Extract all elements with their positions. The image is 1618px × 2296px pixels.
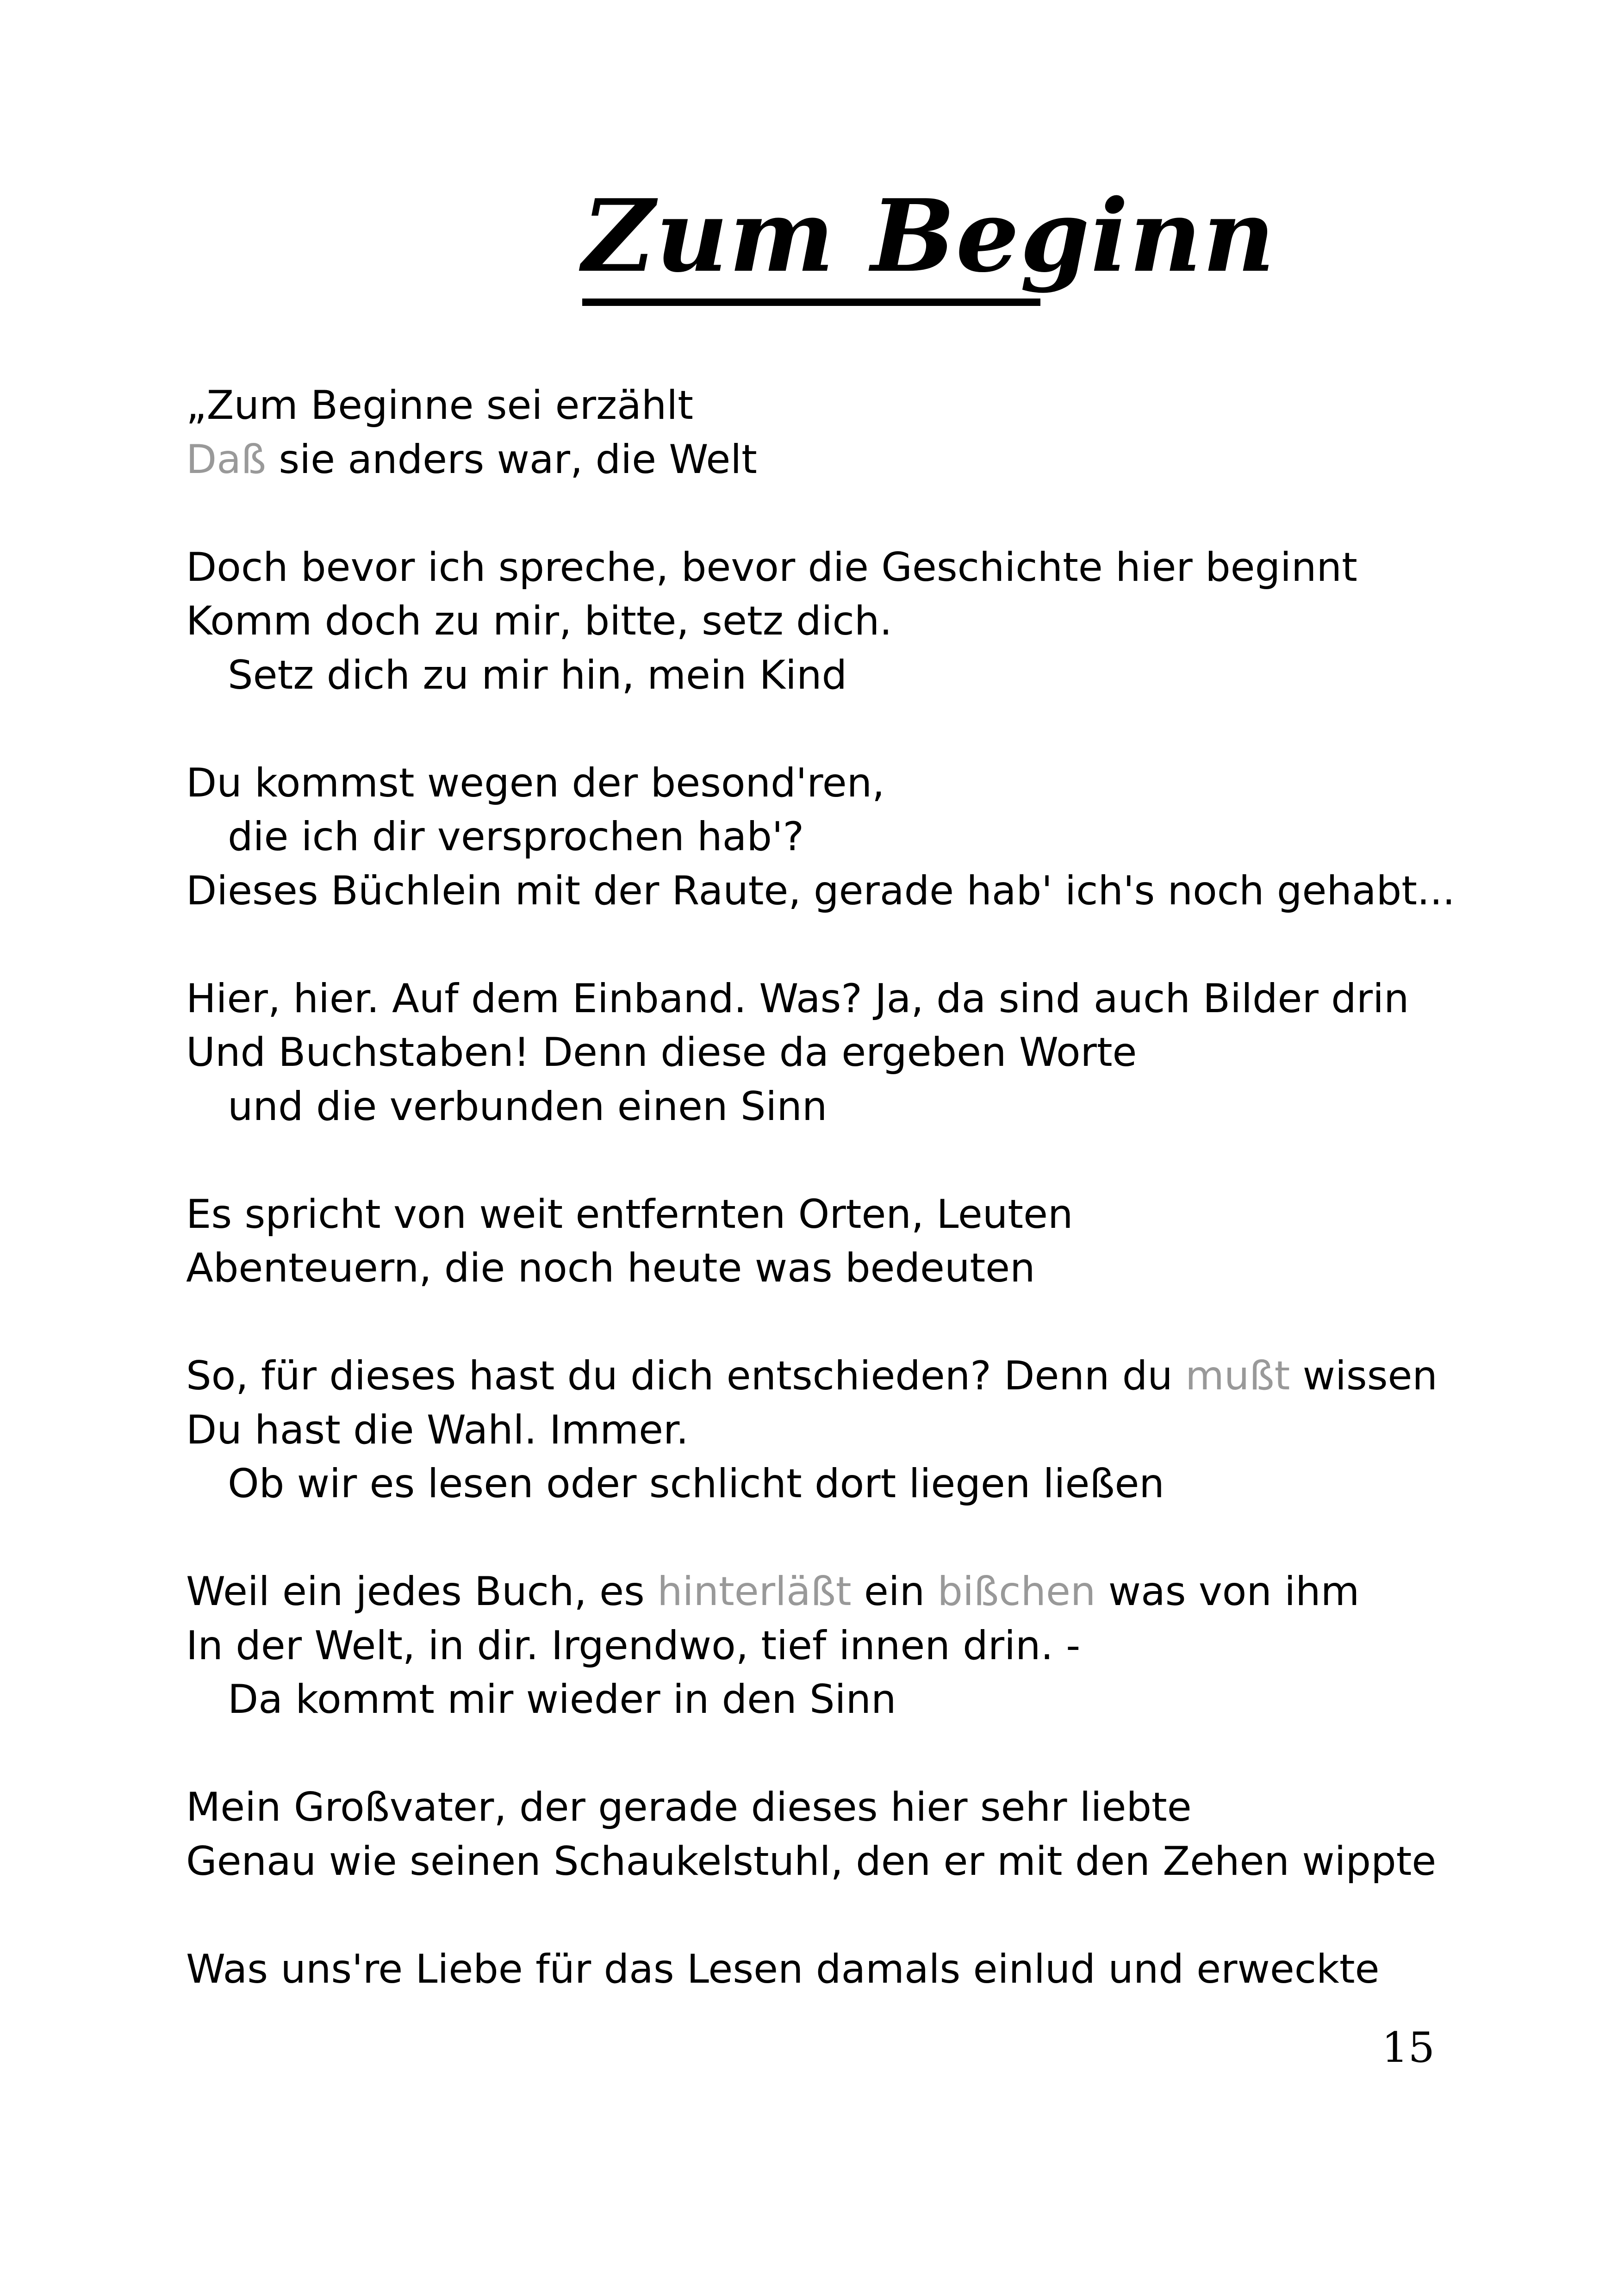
poem-line-indented: die ich dir versprochen hab'? xyxy=(228,814,804,860)
page-number: 15 xyxy=(1382,2023,1435,2072)
poem-line: Hier, hier. Auf dem Einband. Was? Ja, da sind auch Bilder drin xyxy=(186,975,1409,1022)
poem-line-indented: Setz dich zu mir hin, mein Kind xyxy=(228,652,847,698)
line-text: Weil ein jedes Buch, es xyxy=(186,1568,658,1615)
highlighted-word: mußt xyxy=(1185,1353,1290,1399)
highlighted-word: bißchen xyxy=(937,1568,1096,1615)
poem-line: Mein Großvater, der gerade dieses hier sehr liebte xyxy=(186,1784,1192,1830)
poem-body xyxy=(186,379,1463,1996)
poem-line: Komm doch zu mir, bitte, setz dich. xyxy=(186,598,892,644)
line-text: was von ihm xyxy=(1095,1568,1360,1615)
line-text: ein xyxy=(851,1568,938,1615)
poem-line: Es spricht von weit entfernten Orten, Leuten xyxy=(186,1191,1073,1238)
line-text: wissen xyxy=(1290,1353,1438,1399)
stanza-gap xyxy=(186,1133,1463,1188)
poem-line: In der Welt, in dir. Irgendwo, tief innen drin. - xyxy=(186,1622,1081,1669)
stanza-gap xyxy=(186,1727,1463,1781)
title-block xyxy=(582,176,1276,296)
poem-line-indented: Ob wir es lesen oder schlicht dort liegen ließen xyxy=(228,1461,1164,1507)
poem-line: Du hast die Wahl. Immer. xyxy=(186,1406,689,1453)
poem-line-indented: Da kommt mir wieder in den Sinn xyxy=(228,1676,896,1723)
page-title: Zum Beginn xyxy=(582,177,1276,294)
poem-line xyxy=(186,1565,1463,1619)
stanza-gap xyxy=(186,1295,1463,1350)
line-text: sie anders war, die Welt xyxy=(266,436,757,483)
highlighted-word: Daß xyxy=(186,436,267,483)
highlighted-word: hinterläßt xyxy=(657,1568,852,1615)
line-text: So, für dieses hast du dich entschieden? Denn du xyxy=(186,1353,1186,1399)
poem-line xyxy=(186,1349,1463,1403)
poem-line: Und Buchstaben! Denn diese da ergeben Worte xyxy=(186,1029,1137,1076)
poem-line: „Zum Beginne sei erzählt xyxy=(186,382,693,429)
stanza-gap xyxy=(186,702,1463,756)
poem-line: Du kommst wegen der besond'ren, xyxy=(186,759,885,806)
stanza-gap xyxy=(186,918,1463,972)
poem-line: Abenteuern, die noch heute was bedeuten xyxy=(186,1245,1035,1291)
poem-line: Genau wie seinen Schaukelstuhl, den er mit den Zehen wippte xyxy=(186,1838,1437,1885)
stanza-gap xyxy=(186,1888,1463,1942)
poem-line: Was uns're Liebe für das Lesen damals einlud und erweckte xyxy=(186,1946,1380,1992)
title-underline xyxy=(582,299,1040,306)
poem-line-indented: und die verbunden einen Sinn xyxy=(228,1083,828,1130)
poem-line: Dieses Büchlein mit der Raute, gerade hab' ich's noch gehabt... xyxy=(186,867,1455,914)
stanza-gap xyxy=(186,486,1463,541)
poem-line xyxy=(186,433,1463,487)
poem-line: Doch bevor ich spreche, bevor die Geschichte hier beginnt xyxy=(186,544,1357,591)
stanza-gap xyxy=(186,1511,1463,1565)
